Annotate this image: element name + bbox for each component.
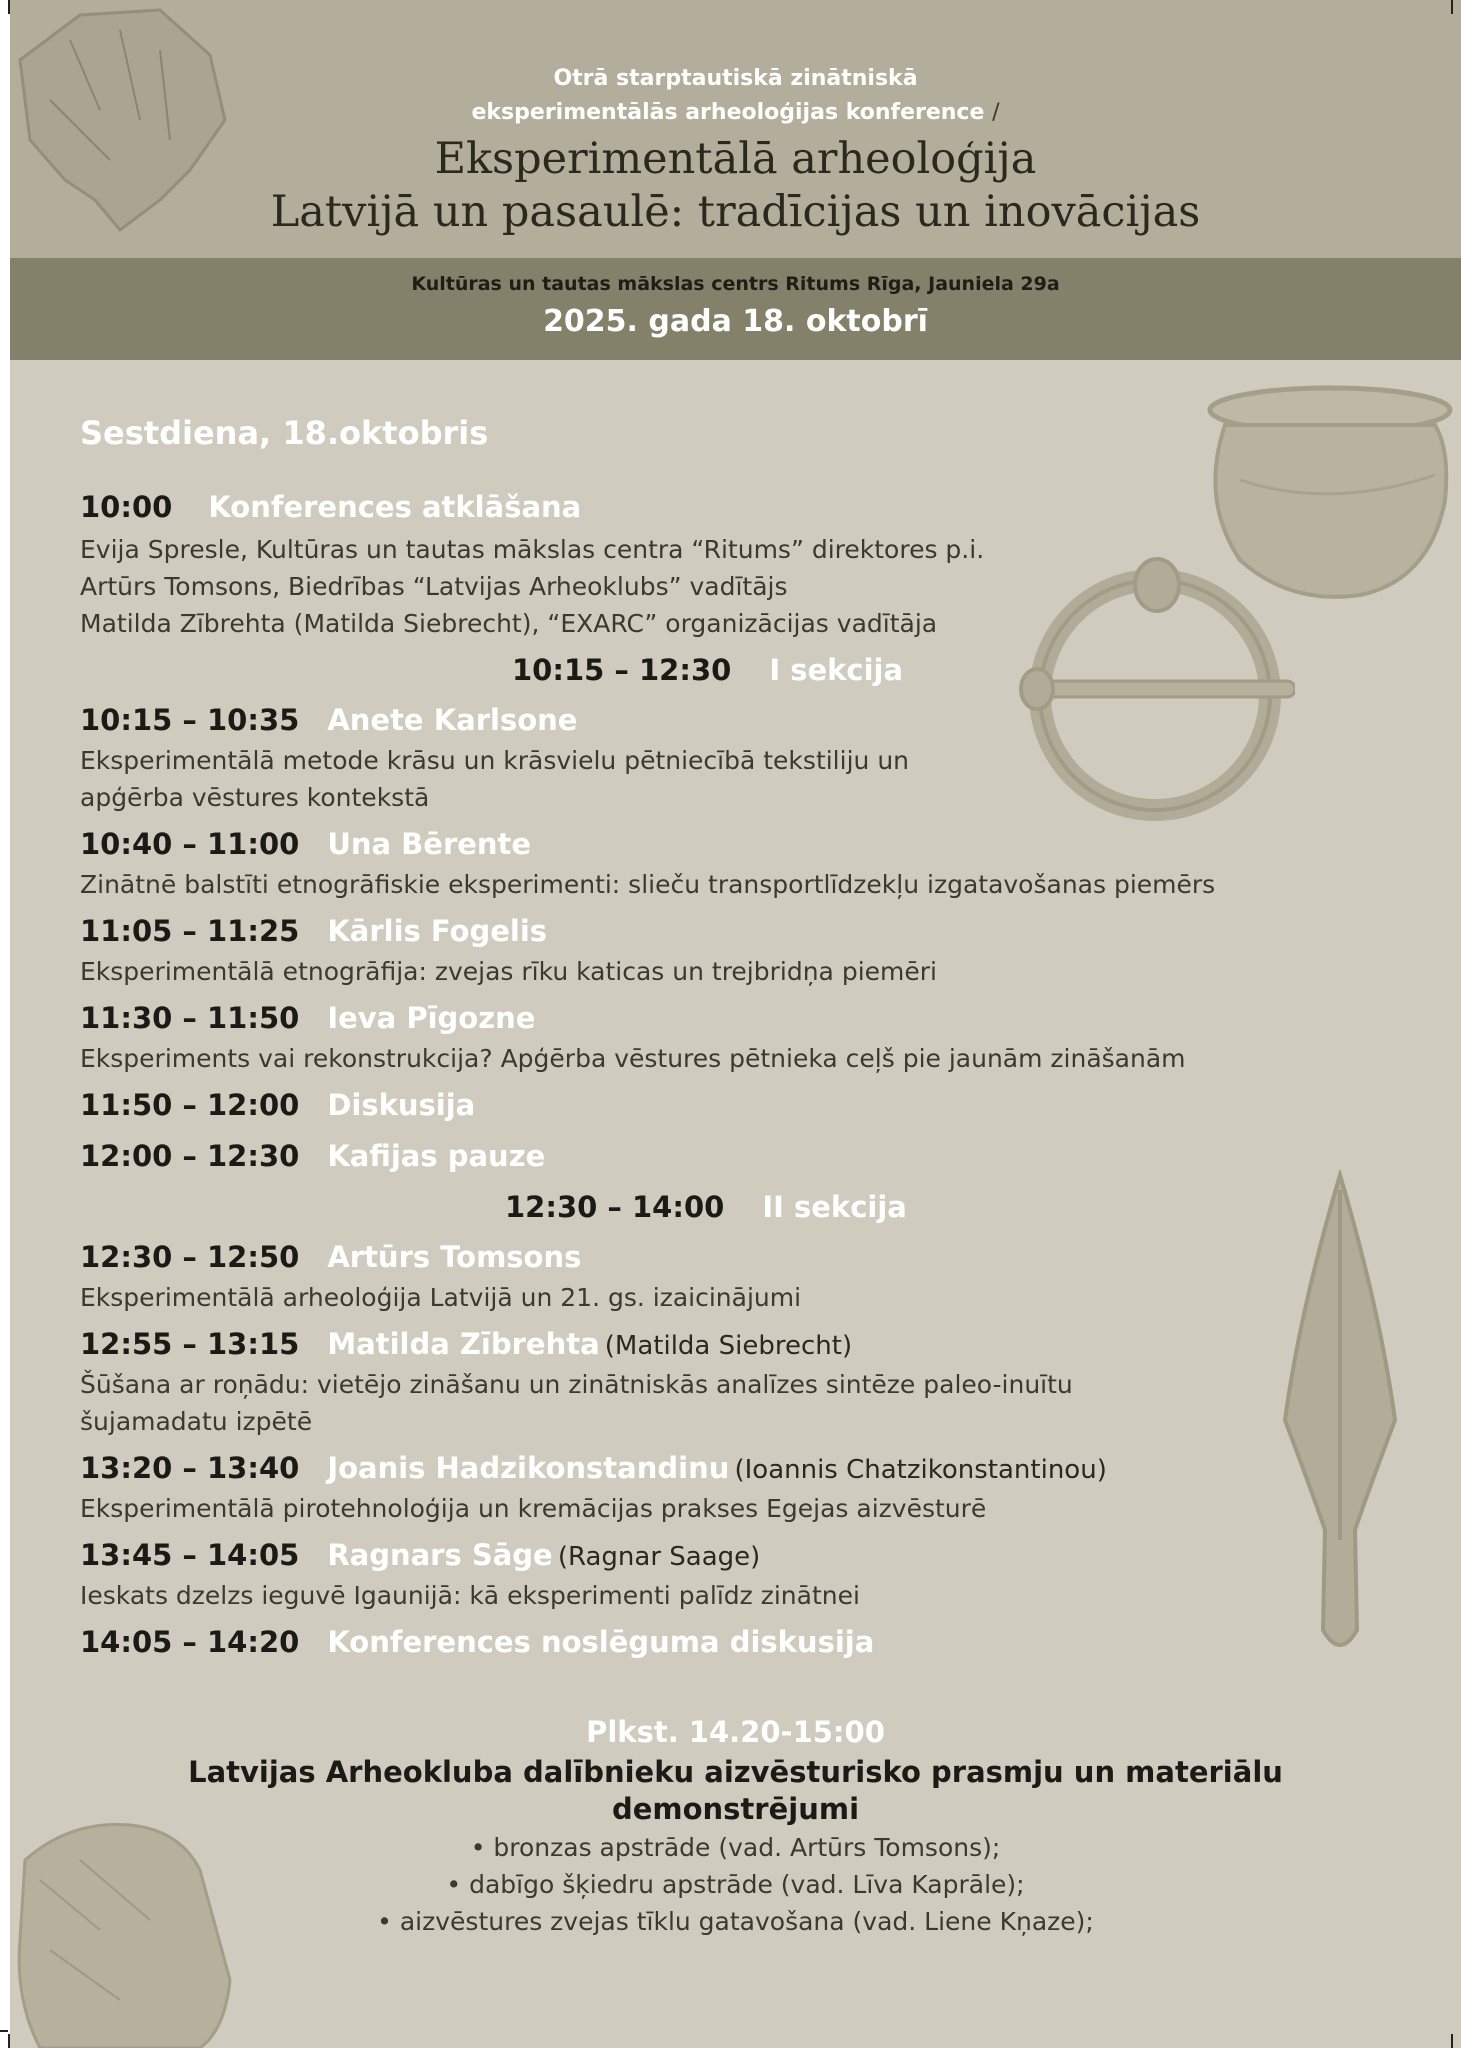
talk-description: Eksperimentālā metode krāsu un krāsvielu pētniecībā tekstiliju un — [80, 746, 910, 775]
opening-speaker: Evija Spresle, Kultūras un tautas mākslas centra “Ritums” direktores p.i. — [80, 535, 985, 564]
venue-address: Kultūras un tautas mākslas centrs Ritums Rīga, Jauniela 29a — [411, 273, 1060, 295]
opening-title: Konferences atklāšana — [208, 490, 582, 524]
talk-time: 12:55 – 13:15 — [80, 1327, 300, 1361]
talk-row — [80, 1240, 581, 1274]
coffee-break-row — [80, 1139, 545, 1173]
section-2-label: II sekcija — [762, 1190, 907, 1224]
demo-item-text: dabīgo šķiedru apstrāde (vad. Līva Kaprāle); — [469, 1870, 1025, 1899]
talk-description: Šūšana ar roņādu: vietējo zināšanu un zinātniskās analīzes sintēze paleo-inuītu — [80, 1370, 1073, 1399]
talk-time: 11:50 – 12:00 — [80, 1088, 300, 1122]
section-1-heading — [512, 653, 903, 687]
talk-speaker: Joanis Hadzikonstandinu — [327, 1451, 730, 1485]
talk-time: 14:05 – 14:20 — [80, 1625, 300, 1659]
talk-row — [80, 914, 547, 948]
talk-description: apģērba vēstures kontekstā — [80, 783, 430, 812]
talk-description: Eksperimentālā etnogrāfija: zvejas rīku katicas un trejbridņa piemēri — [80, 957, 937, 986]
event-date: 2025. gada 18. oktobrī — [543, 304, 928, 339]
talk-row — [80, 1538, 760, 1572]
section-2-heading — [505, 1190, 907, 1224]
closing-discussion-row — [80, 1625, 874, 1659]
talk-row — [80, 1327, 852, 1361]
talk-speaker: Anete Karlsone — [327, 703, 578, 737]
demo-list-item: • bronzas apstrāde (vad. Artūrs Tomsons); — [470, 1833, 1001, 1862]
talk-time: 10:15 – 10:35 — [80, 703, 300, 737]
section-2-time: 12:30 – 14:00 — [505, 1190, 725, 1224]
section-1-label: I sekcija — [769, 653, 904, 687]
talk-time: 13:45 – 14:05 — [80, 1538, 300, 1572]
talk-row — [80, 1451, 1107, 1485]
talk-time: 10:40 – 11:00 — [80, 827, 300, 861]
demo-title-line-1: Latvijas Arheokluba dalībnieku aizvēsturisko prasmju un materiālu — [188, 1755, 1283, 1789]
talk-description: Ieskats dzelzs ieguvē Igaunijā: kā eksperimenti palīdz zinātnei — [80, 1581, 860, 1610]
talk-description: šujamadatu izpētē — [80, 1407, 313, 1436]
talk-time: 12:30 – 12:50 — [80, 1240, 300, 1274]
talk-time: 11:30 – 11:50 — [80, 1001, 300, 1035]
talk-time: 13:20 – 13:40 — [80, 1451, 300, 1485]
talk-description: Eksperimentālā arheoloģija Latvijā un 21. gs. izaicinājumi — [80, 1283, 802, 1312]
talk-speaker: Kafijas pauze — [327, 1139, 546, 1173]
crop-mark — [8, 0, 10, 14]
demo-item-text: aizvēstures zvejas tīklu gatavošana (vad. Liene Kņaze); — [399, 1907, 1094, 1936]
talk-description: Eksperimentālā pirotehnoloģija un kremācijas prakses Egejas aizvēsturē — [80, 1494, 987, 1523]
talk-speaker: Una Bērente — [327, 827, 532, 861]
talk-speaker: Artūrs Tomsons — [327, 1240, 582, 1274]
talk-row — [80, 703, 577, 737]
title-line-1: Eksperimentālā arheoloģija — [434, 134, 1037, 184]
title-separator: / — [992, 100, 1000, 125]
demo-title-line-2: demonstrējumi — [611, 1792, 860, 1826]
opening-row — [80, 490, 581, 524]
talk-row — [80, 827, 531, 861]
opening-speaker: Matilda Zībrehta (Matilda Siebrecht), “EXARC” organizācijas vadītāja — [80, 609, 938, 638]
talk-time: 11:05 – 11:25 — [80, 914, 300, 948]
crop-mark — [8, 2034, 10, 2048]
subtitle-line-1: Otrā starptautiskā zinātniskā — [553, 66, 918, 91]
demo-list-item: • dabīgo šķiedru apstrāde (vad. Līva Kaprāle); — [446, 1870, 1025, 1899]
spearhead-icon — [1275, 1170, 1405, 1660]
poster — [10, 0, 1461, 2048]
talk-speaker-original: (Matilda Siebrecht) — [604, 1331, 853, 1361]
day-heading: Sestdiena, 18.oktobris — [80, 414, 489, 452]
section-1-time: 10:15 – 12:30 — [512, 653, 732, 687]
demo-list-item: • aizvēstures zvejas tīklu gatavošana (vad. Liene Kņaze); — [377, 1907, 1094, 1936]
opening-speaker: Artūrs Tomsons, Biedrības “Latvijas Arheoklubs” vadītājs — [80, 572, 788, 601]
title-line-2: Latvijā un pasaulē: tradīcijas un inovācijas — [270, 187, 1201, 237]
crop-mark — [1451, 0, 1453, 14]
talk-speaker: Matilda Zībrehta — [327, 1327, 600, 1361]
talk-speaker-original: (Ragnar Saage) — [557, 1542, 761, 1572]
subtitle-line-2 — [10, 100, 1461, 125]
talk-description: Zinātnē balstīti etnogrāfiskie eksperimenti: slieču transportlīdzekļu izgatavošanas piemērs — [80, 870, 1216, 899]
talk-speaker: Konferences noslēguma diskusija — [327, 1625, 875, 1659]
demo-item-text: bronzas apstrāde (vad. Artūrs Tomsons); — [493, 1833, 1001, 1862]
talk-speaker-original: (Ioannis Chatzikonstantinou) — [734, 1455, 1107, 1485]
subtitle-line-2-text: eksperimentālās arheoloģijas konference — [471, 100, 985, 125]
discussion-row — [80, 1088, 475, 1122]
talk-row — [80, 1001, 535, 1035]
crop-mark — [0, 2030, 8, 2032]
demo-time: Plkst. 14.20-15:00 — [586, 1715, 885, 1749]
talk-speaker: Ieva Pīgozne — [327, 1001, 536, 1035]
talk-speaker: Kārlis Fogelis — [327, 914, 548, 948]
ring-brooch-icon — [1015, 555, 1295, 825]
opening-time: 10:00 — [80, 490, 173, 524]
talk-time: 12:00 – 12:30 — [80, 1139, 300, 1173]
crop-mark — [1451, 2034, 1453, 2048]
talk-speaker: Ragnars Sāge — [327, 1538, 553, 1572]
talk-speaker: Diskusija — [327, 1088, 476, 1122]
talk-description: Eksperiments vai rekonstrukcija? Apģērba vēstures pētnieka ceļš pie jaunām zināšanām — [80, 1044, 1186, 1073]
